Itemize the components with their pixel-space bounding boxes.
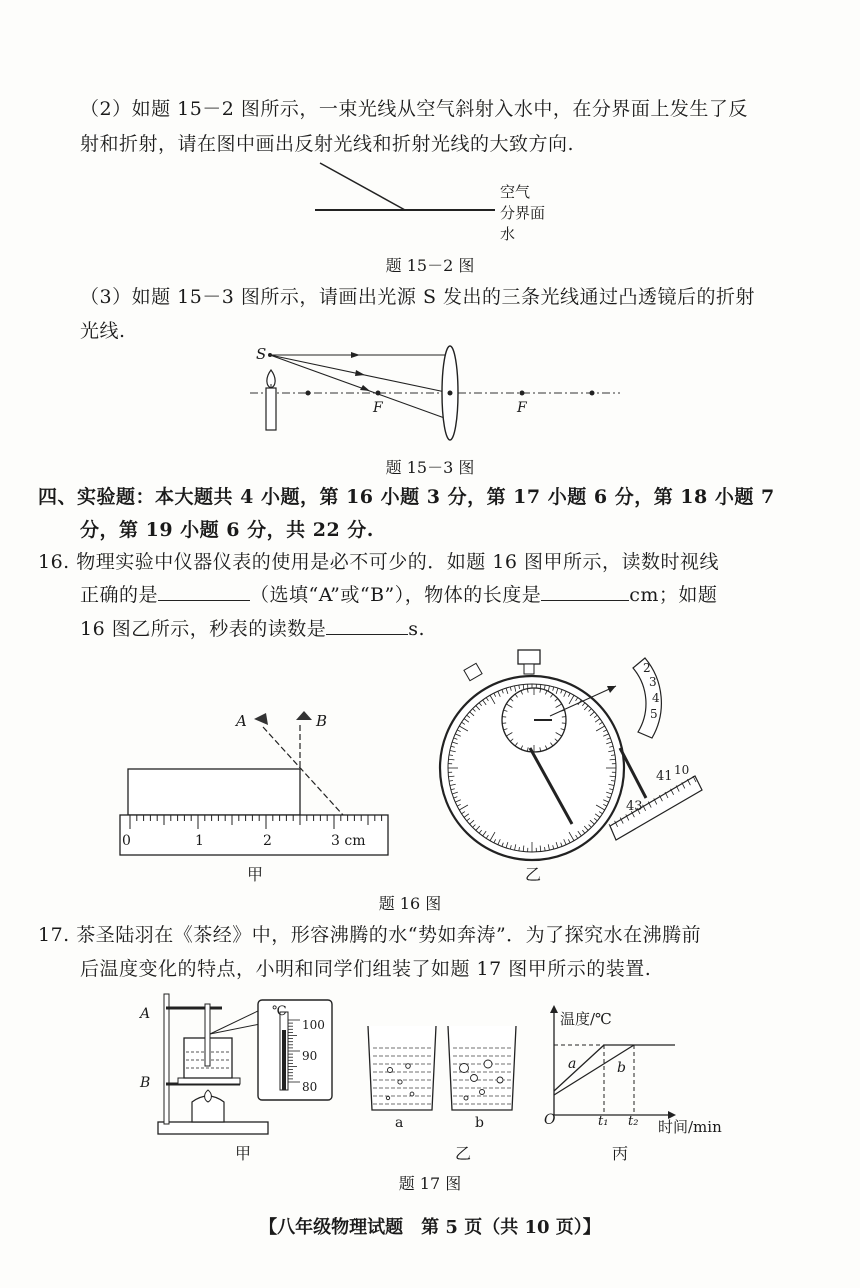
ruler-tick-1: 1 <box>195 833 204 849</box>
caption-15-2: 题 15－2 图 <box>385 256 475 275</box>
label-eye-B: B <box>316 712 328 730</box>
label-beaker-b: b <box>475 1115 484 1131</box>
answer-blank-length[interactable] <box>541 582 629 601</box>
zoom-second-scale <box>610 776 702 840</box>
beaker-b <box>448 1026 516 1110</box>
q15-3-line1: （3）如题 15－3 图所示，请画出光源 S 发出的三条光线通过凸透镜后的折射 <box>80 286 756 308</box>
figure-17-apparatus <box>150 990 340 1140</box>
q17-line2: 后温度变化的特点，小明和同学们组装了如题 17 图甲所示的装置. <box>80 958 652 980</box>
q16-line2: 正确的是 （选填“A”或“B”），物体的长度是 cm；如题 <box>80 584 718 606</box>
figure-17-beakers <box>360 1022 530 1117</box>
q16-line1: 16. 物理实验中仪器仪表的使用是必不可少的．如题 16 图甲所示，读数时视线 <box>38 551 720 573</box>
subfig-17-jia: 甲 <box>234 1144 251 1163</box>
thermo-unit: ℃ <box>272 1004 287 1019</box>
stopwatch-crown <box>518 650 540 664</box>
bubble <box>398 1080 402 1084</box>
section4-line1: 四、实验题：本大题共 4 小题，第 16 小题 3 分，第 17 小题 6 分，第 18 小题 7 <box>38 486 775 508</box>
thermo-tick-100: 100 <box>302 1018 325 1032</box>
figure-15-3 <box>250 340 630 445</box>
bubble <box>497 1077 503 1083</box>
label-clamp-A: A <box>140 1006 151 1022</box>
beaker-a <box>368 1026 436 1110</box>
bubble <box>460 1064 469 1073</box>
graph-origin: O <box>544 1112 556 1128</box>
bubble <box>480 1090 485 1095</box>
eye-B <box>296 711 312 720</box>
candle-body <box>266 388 276 430</box>
thermo-tick-80: 80 <box>302 1080 318 1094</box>
svg-text:4: 4 <box>652 691 660 705</box>
figure-16-stopwatch <box>440 648 710 868</box>
label-F-left: F <box>373 400 383 416</box>
ruler-tick-0: 0 <box>122 833 131 849</box>
bubble <box>388 1068 393 1073</box>
incident-ray <box>320 163 405 210</box>
measured-object <box>128 769 300 815</box>
graph-y-label: 温度/℃ <box>560 1010 612 1028</box>
ruler-tick-2: 2 <box>263 833 272 849</box>
label-clamp-B: B <box>140 1075 151 1091</box>
thermometer-in-beaker <box>205 1004 210 1066</box>
stopwatch-button <box>464 663 482 680</box>
stand-base <box>158 1122 268 1134</box>
subfig-17-bing: 丙 <box>611 1144 628 1163</box>
stand-rod <box>164 994 169 1124</box>
answer-blank-stopwatch[interactable] <box>326 616 408 635</box>
label-F-right: F <box>517 400 527 416</box>
thermometer-zoom-box <box>258 1000 332 1100</box>
label-air: 空气 <box>500 183 531 201</box>
graph-label-a: a <box>568 1056 577 1072</box>
svg-text:5: 5 <box>650 707 658 721</box>
caption-15-3: 题 15－3 图 <box>385 458 475 477</box>
answer-blank-sightline[interactable] <box>158 582 250 601</box>
svg-text:10: 10 <box>674 763 690 777</box>
bubble <box>484 1060 492 1068</box>
ruler-tick-3: 3 cm <box>331 833 366 849</box>
subfig-16-jia: 甲 <box>246 865 263 884</box>
graph-label-b: b <box>617 1060 626 1076</box>
page-footer: 【八年级物理试题 第 5 页（共 10 页）】 <box>259 1217 601 1238</box>
label-beaker-a: a <box>395 1115 404 1131</box>
thermo-tick-90: 90 <box>302 1049 318 1063</box>
label-interface: 分界面 <box>500 204 546 222</box>
caption-17: 题 17 图 <box>398 1174 462 1193</box>
caption-16: 题 16 图 <box>378 894 442 913</box>
thermometer-liquid <box>282 1030 286 1090</box>
q15-2-line1: （2）如题 15－2 图所示，一束光线从空气斜射入水中，在分界面上发生了反 <box>80 98 748 120</box>
subfig-17-yi: 乙 <box>454 1144 471 1163</box>
label-water: 水 <box>500 225 516 243</box>
bubble <box>464 1096 468 1100</box>
q17-line1: 17. 茶圣陆羽在《茶经》中，形容沸腾的水“势如奔涛”．为了探究水在沸腾前 <box>38 924 702 946</box>
subfig-16-yi: 乙 <box>524 865 541 884</box>
q16-line3: 16 图乙所示，秒表的读数是 s. <box>80 618 426 640</box>
bubble <box>406 1064 411 1069</box>
q15-3-line2: 光线. <box>80 320 126 342</box>
bubble <box>386 1096 389 1099</box>
svg-text:3: 3 <box>649 675 657 689</box>
eye-A <box>254 713 268 725</box>
section4-line2: 分，第 19 小题 6 分，共 22 分. <box>80 519 374 541</box>
label-eye-A: A <box>236 712 247 730</box>
bubble <box>471 1075 478 1082</box>
callout-line <box>210 1010 260 1034</box>
svg-text:43: 43 <box>626 799 643 814</box>
svg-text:2: 2 <box>643 661 651 675</box>
graph-t2: t₂ <box>628 1114 639 1129</box>
bubble <box>410 1092 414 1096</box>
graph-x-label: 时间/min <box>658 1118 722 1136</box>
label-S: S <box>256 345 267 363</box>
q15-2-line2: 射和折射，请在图中画出反射光线和折射光线的大致方向. <box>80 133 575 155</box>
svg-text:41: 41 <box>656 769 673 784</box>
graph-t1: t₁ <box>598 1114 609 1129</box>
